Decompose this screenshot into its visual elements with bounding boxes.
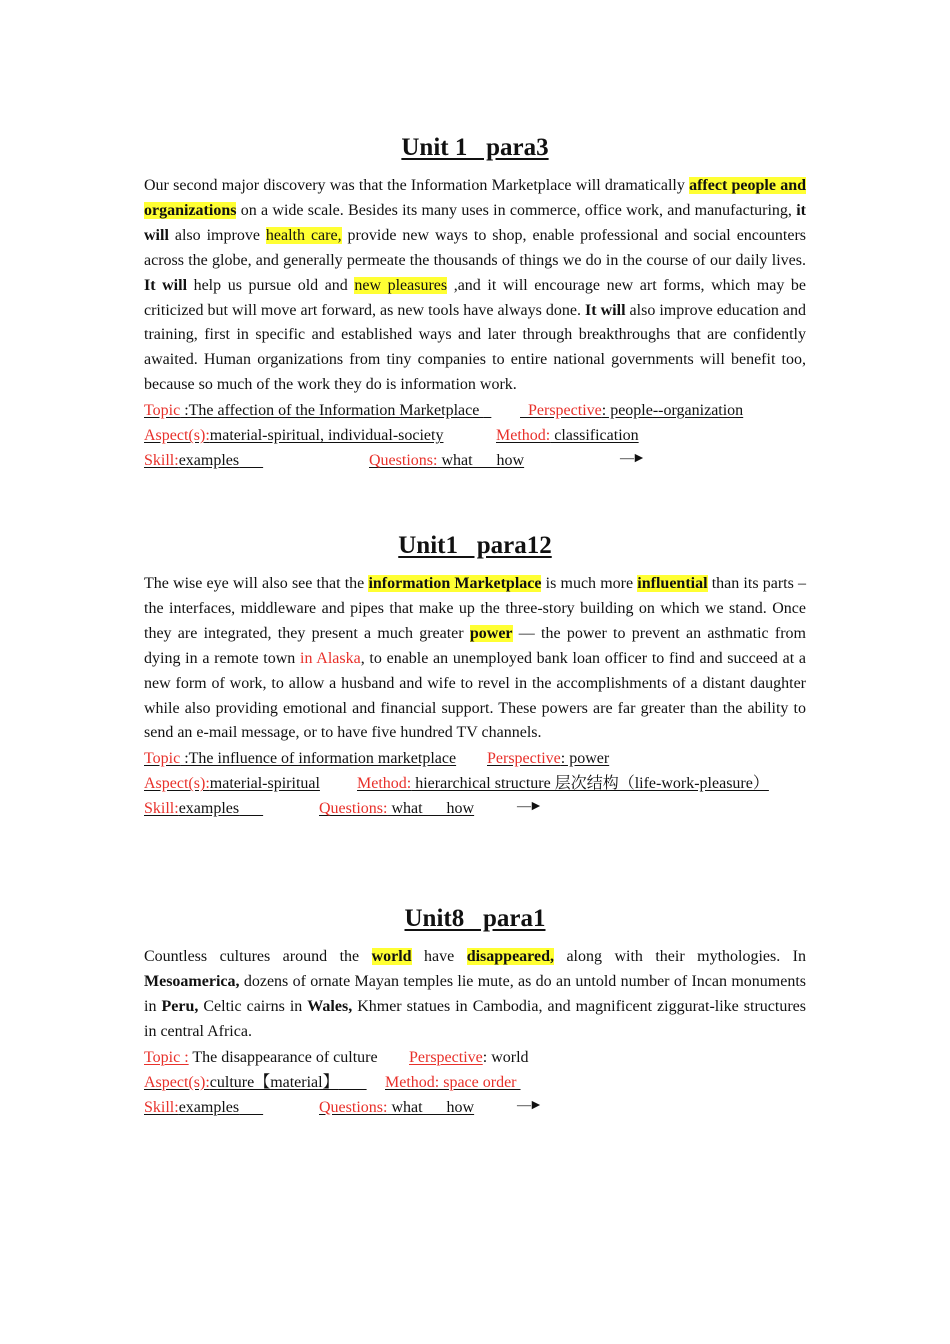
emphasized-text: world xyxy=(371,948,412,965)
questions-label: Questions: xyxy=(369,452,438,470)
aspect-label: Aspect(s): xyxy=(144,1073,210,1091)
emphasized-text: new pleasures xyxy=(354,276,448,294)
section-unit1-para3 xyxy=(144,132,806,473)
topic-label: Topic xyxy=(144,750,181,768)
emphasized-text: influential xyxy=(637,575,708,592)
arrow-right-icon: —► xyxy=(620,451,644,467)
paragraph-text: on a wide scale. Besides its many uses in commerce, office work, and manufacturing, xyxy=(236,201,797,219)
questions-label: Questions: xyxy=(319,800,388,818)
aspect-label: Aspect(s): xyxy=(144,775,210,793)
paragraph-text: provide new ways to shop, enable professional and social encounters across the globe, and generally permeate the thousands of things we do in the course of our daily lives. xyxy=(144,226,807,269)
section-title: Unit1 para12 xyxy=(398,532,552,559)
meta-row-aspect xyxy=(144,1070,806,1095)
meta-row-skill xyxy=(144,1095,806,1120)
aspect-value: material-spiritual, individual-society xyxy=(209,427,444,445)
meta-row-skill xyxy=(144,448,806,473)
method-label: Method: xyxy=(496,427,551,445)
section-unit1-para12 xyxy=(144,530,806,821)
emphasized-text: in Alaska xyxy=(300,649,361,667)
method-value: classification xyxy=(550,427,639,445)
paragraph-text: , to enable an unemployed bank loan officer to find and succeed at a new form of work, to allow a husband and wife to revel in the accomplishments of a distant daughter while also providing emotional and financial support. These powers are far greater than the ability to send an e-mail message, or to have five hundred TV channels. xyxy=(144,649,807,742)
questions-label: Questions: xyxy=(319,1098,388,1116)
skill-value: examples xyxy=(178,800,240,818)
meta-row-topic xyxy=(144,746,806,771)
paragraph-text: also improve xyxy=(168,226,266,244)
skill-value: examples xyxy=(178,1098,240,1116)
perspective-value: : power xyxy=(560,750,610,768)
perspective-value: : world xyxy=(482,1048,529,1066)
paragraph-text: along with their mythologies. In xyxy=(553,948,807,965)
emphasized-text: information Marketplace xyxy=(368,575,542,592)
emphasized-text: Peru, xyxy=(161,997,199,1015)
paragraph-text: Our second major discovery was that the Information Marketplace will dramatically xyxy=(144,177,690,194)
section-title: Unit 1 para3 xyxy=(401,134,549,161)
topic-value: :The influence of information marketplace xyxy=(180,750,457,768)
paragraph-text: have xyxy=(411,948,467,965)
paragraph-text: than its parts –the interfaces, middleware and pipes that make up the three-story building on which we stand. Once they are integrated, they present a much greater xyxy=(144,575,807,642)
section-paragraph xyxy=(144,945,806,1045)
section-title: Unit8 para1 xyxy=(404,905,546,932)
emphasized-text: Wales, xyxy=(307,997,353,1015)
paragraph-text: Celtic cairns in xyxy=(198,997,308,1015)
emphasized-text: health care, xyxy=(265,226,342,244)
topic-value: :The affection of the Information Marketplace xyxy=(180,402,484,420)
questions-value: what how xyxy=(437,452,525,470)
skill-label: Skill: xyxy=(144,452,179,470)
arrow-right-icon: —► xyxy=(517,799,541,815)
paragraph-text: dozens of ornate Mayan temples lie mute, as do an untold number of Incan monuments in xyxy=(144,972,806,1015)
perspective-label: Perspective xyxy=(487,750,561,768)
emphasized-text: disappeared, xyxy=(466,948,554,965)
meta-row-topic xyxy=(144,1045,806,1070)
meta-row-skill xyxy=(144,796,806,821)
topic-label: Topic : xyxy=(144,1048,189,1066)
aspect-label: Aspect(s): xyxy=(144,427,210,445)
perspective-label: Perspective xyxy=(409,1048,483,1066)
questions-value: what how xyxy=(387,800,475,818)
paragraph-text: — the power to prevent an asthmatic from dying in a remote town xyxy=(144,624,806,667)
paragraph-text: help us pursue old and xyxy=(187,276,355,294)
emphasized-text: power xyxy=(469,624,513,642)
method-value: hierarchical structure 层次结构（life-work-pleasure） xyxy=(411,775,769,793)
skill-value: examples xyxy=(178,452,240,470)
paragraph-text: ,and it will encourage new art forms, which may be criticized but will move art forward, as new tools have always done. xyxy=(144,276,807,319)
aspect-value: material-spiritual xyxy=(209,775,320,793)
emphasized-text: Mesoamerica, xyxy=(144,972,240,990)
emphasized-text: it will xyxy=(144,201,806,244)
emphasized-text: It will xyxy=(144,276,188,294)
paragraph-text: is much more xyxy=(541,575,638,592)
meta-row-aspect xyxy=(144,423,806,448)
meta-row-aspect xyxy=(144,771,806,796)
aspect-value: culture【material】 xyxy=(209,1073,339,1091)
paragraph-text: Countless cultures around the xyxy=(144,948,372,965)
method-label: Method: xyxy=(357,775,412,793)
skill-label: Skill: xyxy=(144,800,179,818)
paragraph-text: also improve education and training, first in specific and established ways and later through breakthroughs that are confidently awaited. Human organizations from tiny companies to entire national governments will benefit too, because so much of the work they do is information work. xyxy=(144,301,807,394)
section-paragraph xyxy=(144,174,806,398)
method-label: Method: space order xyxy=(385,1073,517,1091)
skill-label: Skill: xyxy=(144,1098,179,1116)
topic-label: Topic xyxy=(144,402,181,420)
questions-value: what how xyxy=(387,1098,475,1116)
section-unit8-para1 xyxy=(144,903,806,1120)
arrow-right-icon: —► xyxy=(517,1097,541,1113)
emphasized-text: affect people and organizations xyxy=(144,177,806,219)
emphasized-text: It will xyxy=(585,301,626,319)
topic-value: The disappearance of culture xyxy=(188,1048,378,1066)
paragraph-text: The wise eye will also see that the xyxy=(144,575,369,592)
section-paragraph xyxy=(144,572,806,746)
perspective-value: : people--organization xyxy=(601,402,744,420)
perspective-label: Perspective xyxy=(528,402,602,420)
paragraph-text: Khmer statues in Cambodia, and magnificent ziggurat-like structures in central Africa. xyxy=(144,997,806,1040)
meta-row-topic xyxy=(144,398,806,423)
